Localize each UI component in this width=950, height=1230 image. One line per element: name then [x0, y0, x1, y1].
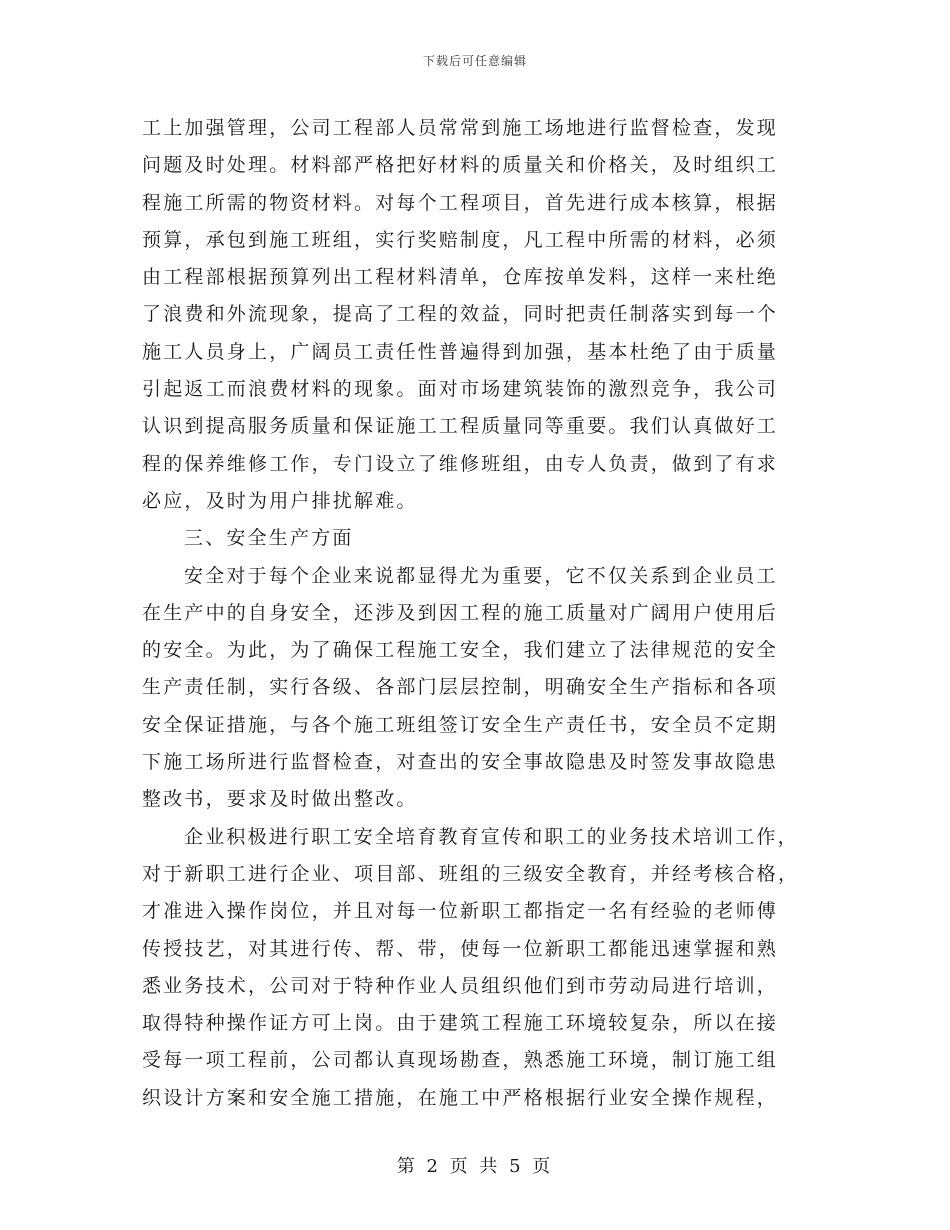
text-line: 取得特种操作证方可上岗。由于建筑工程施工环境较复杂，所以在接: [142, 1012, 779, 1035]
page-number-footer: 第 2 页 共 5 页: [396, 1156, 554, 1177]
text-line: 程的保养维修工作，专门设立了维修班组，由专人负责，做到了有求: [142, 452, 779, 475]
page-header-note: 下载后可任意编辑: [422, 54, 527, 68]
text-line: 对于新职工进行企业、项目部、班组的三级安全教育，并经考核合格，: [142, 862, 800, 885]
text-line: 下施工场所进行监督检查，对查出的安全事故隐患及时签发事故隐患: [142, 751, 779, 774]
text-line: 施工人员身上，广阔员工责任性普遍得到加强，基本杜绝了由于质量: [142, 340, 779, 363]
text-line: 必应，及时为用户排扰解难。: [142, 489, 418, 512]
text-line: 了浪费和外流现象，提高了工程的效益，同时把责任制落实到每一个: [142, 303, 779, 326]
text-line: 程施工所需的物资材料。对每个工程项目，首先进行成本核算，根据: [142, 191, 779, 214]
text-line: 悉业务技术，公司对于特种作业人员组织他们到市劳动局进行培训，: [142, 974, 779, 997]
text-line: 传授技艺，对其进行传、帮、带，使每一位新职工都能迅速掌握和熟: [142, 937, 779, 960]
text-line: 工上加强管理，公司工程部人员常常到施工场地进行监督检查，发现: [142, 117, 779, 139]
text-line: 安全对于每个企业来说都显得尤为重要，它不仅关系到企业员工: [184, 564, 778, 587]
document-body: [142, 110, 812, 1117]
text-line: 织设计方案和安全施工措施，在施工中严格根据行业安全操作规程，: [142, 1086, 779, 1109]
text-line: 企业积极进行职工安全培育教育宣传和职工的业务技术培训工作，: [184, 825, 799, 848]
text-line: 整改书，要求及时做出整改。: [142, 788, 418, 811]
text-line: 认识到提高服务质量和保证施工工程质量同等重要。我们认真做好工: [142, 415, 779, 438]
text-line: 安全保证措施，与各个施工班组签订安全生产责任书，安全员不定期: [142, 713, 779, 736]
text-line: 预算，承包到施工班组，实行奖赔制度，凡工程中所需的材料，必须: [142, 228, 779, 251]
text-line: 才准进入操作岗位，并且对每一位新职工都指定一名有经验的老师傅: [142, 900, 779, 923]
text-line: 生产责任制，实行各级、各部门层层控制，明确安全生产指标和各项: [142, 676, 779, 699]
section-heading: 三、安全生产方面: [184, 527, 354, 550]
text-line: 问题及时处理。材料部严格把好材料的质量关和价格关，及时组织工: [142, 154, 779, 177]
text-line: 由工程部根据预算列出工程材料清单，仓库按单发料，这样一来杜绝: [142, 266, 779, 289]
text-line: 的安全。为此，为了确保工程施工安全，我们建立了法律规范的安全: [142, 639, 779, 662]
text-line: 受每一项工程前，公司都认真现场勘查，熟悉施工环境，制订施工组: [142, 1049, 779, 1072]
text-line: 引起返工而浪费材料的现象。面对市场建筑装饰的激烈竞争，我公司: [142, 378, 779, 401]
text-line: 在生产中的自身安全，还涉及到因工程的施工质量对广阔用户使用后: [142, 601, 779, 624]
